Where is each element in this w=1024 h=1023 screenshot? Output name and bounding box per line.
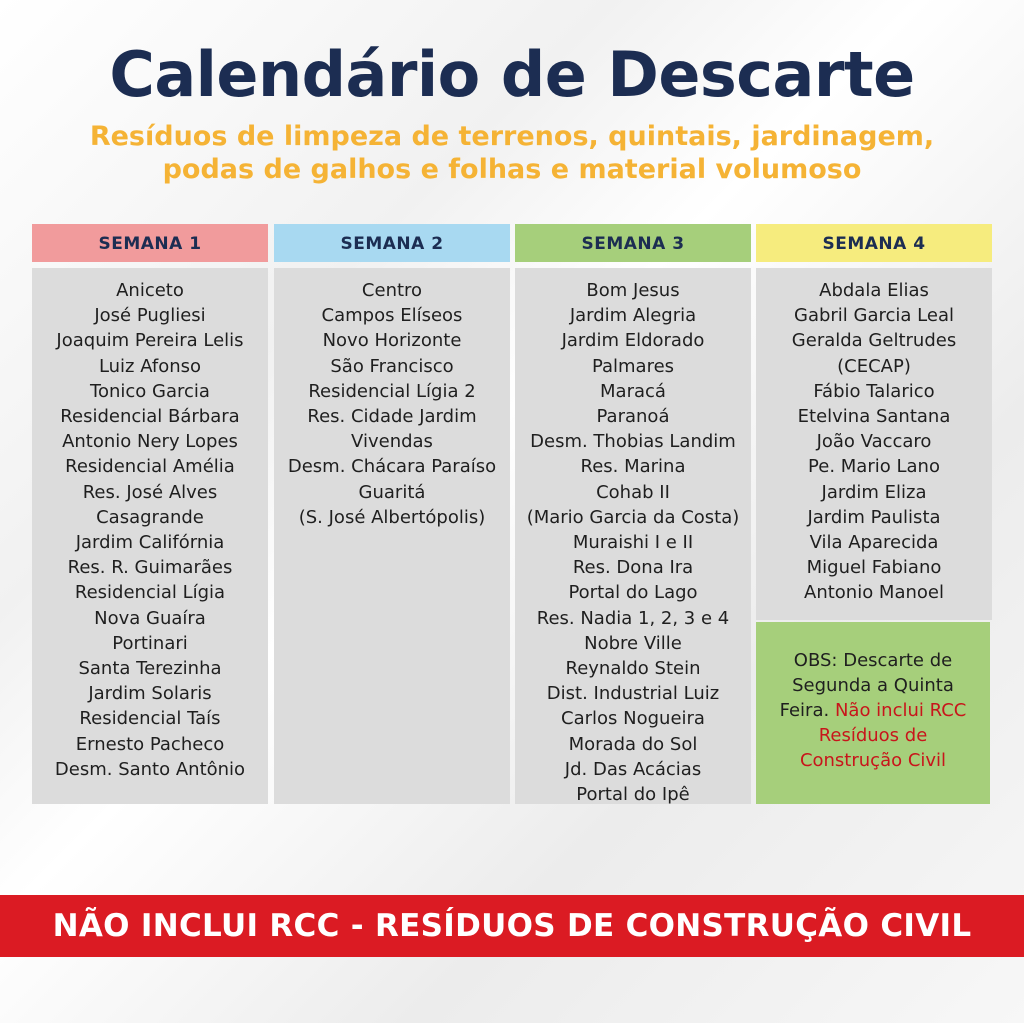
obs-warning-1: Não inclui RCC — [834, 700, 967, 721]
neighborhood-item: Tonico Garcia — [90, 380, 210, 402]
neighborhood-item: Jardim Paulista — [807, 506, 941, 528]
week-1-list — [32, 268, 268, 804]
week-3-column — [515, 224, 751, 804]
neighborhood-item: (Mario Garcia da Costa) — [526, 506, 740, 528]
neighborhood-item: Res. Marina — [580, 456, 686, 478]
neighborhood-item: Ernesto Pacheco — [75, 733, 225, 755]
neighborhood-item: Res. Nadia 1, 2, 3 e 4 — [536, 607, 730, 629]
neighborhood-item: Muraishi I e II — [572, 532, 694, 554]
week-1-header: SEMANA 1 — [32, 224, 268, 262]
neighborhood-item: Residencial Amélia — [65, 456, 235, 478]
neighborhood-item: Res. Cidade Jardim — [307, 406, 477, 428]
neighborhood-item: José Pugliesi — [94, 305, 206, 327]
neighborhood-item: Luiz Afonso — [98, 355, 202, 377]
neighborhood-item: Abdala Elias — [819, 280, 929, 301]
neighborhood-item: Vila Aparecida — [809, 532, 939, 554]
neighborhood-item: Desm. Thobias Landim — [530, 431, 736, 453]
neighborhood-item: Nova Guaíra — [94, 607, 206, 629]
neighborhood-item: Antonio Nery Lopes — [62, 431, 238, 453]
neighborhood-item: (CECAP) — [837, 355, 911, 377]
neighborhood-item: Pe. Mario Lano — [808, 456, 940, 478]
week-4-header: SEMANA 4 — [756, 224, 992, 262]
week-3-header: SEMANA 3 — [515, 224, 751, 262]
neighborhood-item: Portinari — [112, 632, 188, 654]
neighborhood-item: Jd. Das Acácias — [564, 758, 702, 780]
neighborhood-item: (S. José Albertópolis) — [298, 506, 486, 528]
neighborhood-item: Jardim Eliza — [821, 481, 927, 503]
neighborhood-item: Portal do Lago — [568, 582, 698, 604]
page-title: Calendário de Descarte — [109, 38, 915, 111]
neighborhood-item: Res. R. Guimarães — [67, 557, 233, 579]
neighborhood-item: Cohab II — [596, 481, 670, 503]
neighborhood-item: Etelvina Santana — [797, 406, 951, 428]
neighborhood-item: Miguel Fabiano — [806, 557, 942, 579]
neighborhood-item: Portal do Ipê — [576, 784, 690, 806]
neighborhood-item: Aniceto — [116, 280, 184, 301]
subtitle-line-1: Resíduos de limpeza de terrenos, quintais, jardinagem, — [89, 121, 935, 152]
week-2-list — [274, 268, 510, 804]
neighborhood-item: Novo Horizonte — [322, 330, 462, 352]
week-4-list — [756, 268, 992, 620]
neighborhood-item: Nobre Ville — [584, 632, 682, 654]
neighborhood-item: Centro — [361, 280, 423, 301]
neighborhood-item: João Vaccaro — [816, 431, 932, 453]
neighborhood-item: Desm. Chácara Paraíso — [287, 456, 497, 478]
neighborhood-item: Fábio Talarico — [813, 380, 935, 402]
week-4-column — [756, 224, 992, 620]
neighborhood-item: Joaquim Pereira Lelis — [56, 330, 244, 352]
neighborhood-item: Casagrande — [96, 506, 204, 528]
neighborhood-item: Maracá — [600, 380, 666, 402]
subtitle-line-2: podas de galhos e folhas e material volumoso — [162, 154, 862, 185]
obs-warning-3: Construção Civil — [799, 750, 947, 771]
rcc-warning-banner: NÃO INCLUI RCC - RESÍDUOS DE CONSTRUÇÃO CIVIL — [0, 895, 1024, 957]
neighborhood-item: Jardim Califórnia — [75, 532, 225, 554]
neighborhood-item: Guaritá — [358, 481, 426, 503]
neighborhood-item: Res. José Alves — [82, 481, 218, 503]
neighborhood-item: Jardim Alegria — [569, 305, 697, 327]
neighborhood-item: Vivendas — [351, 431, 433, 453]
neighborhood-item: Morada do Sol — [568, 733, 698, 755]
neighborhood-item: Desm. Santo Antônio — [54, 758, 246, 780]
neighborhood-item: Residencial Lígia 2 — [308, 380, 476, 402]
neighborhood-item: Jardim Eldorado — [561, 330, 705, 352]
neighborhood-item: Palmares — [591, 355, 675, 377]
week-1-column — [32, 224, 268, 804]
week-2-header: SEMANA 2 — [274, 224, 510, 262]
neighborhood-item: Residencial Bárbara — [60, 406, 240, 428]
obs-line-1: OBS: Descarte de — [793, 650, 953, 671]
neighborhood-item: Residencial Taís — [79, 708, 221, 730]
neighborhood-item: Dist. Industrial Luiz — [546, 683, 720, 705]
week-2-column — [274, 224, 510, 804]
obs-line-3-start: Feira. — [779, 700, 830, 721]
obs-warning-2: Resíduos de — [818, 725, 928, 746]
neighborhood-item: Antonio Manoel — [804, 582, 944, 604]
obs-line-2: Segunda a Quinta — [792, 675, 954, 696]
obs-note — [756, 622, 990, 804]
neighborhood-item: Carlos Nogueira — [561, 708, 705, 730]
week-3-list — [515, 268, 751, 804]
neighborhood-item: São Francisco — [330, 355, 454, 377]
neighborhood-item: Gabril Garcia Leal — [794, 305, 954, 327]
neighborhood-item: Paranoá — [596, 406, 670, 428]
neighborhood-item: Res. Dona Ira — [572, 557, 694, 579]
neighborhood-item: Campos Elíseos — [321, 305, 463, 327]
neighborhood-item: Geralda Geltrudes — [791, 330, 957, 352]
neighborhood-item: Bom Jesus — [586, 280, 680, 301]
neighborhood-item: Santa Terezinha — [78, 658, 222, 680]
neighborhood-item: Residencial Lígia — [74, 582, 226, 604]
obs-line-3 — [756, 698, 990, 723]
page-subtitle — [0, 120, 1024, 186]
neighborhood-item: Reynaldo Stein — [565, 658, 701, 680]
neighborhood-item: Jardim Solaris — [88, 683, 212, 705]
